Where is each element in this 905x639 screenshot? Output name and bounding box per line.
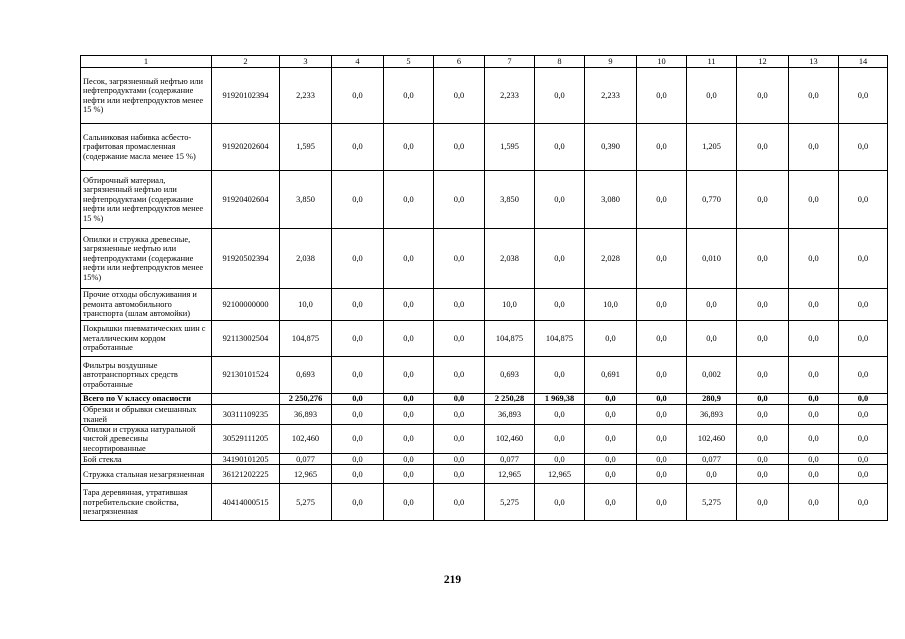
value-cell: 0,0	[332, 465, 384, 484]
value-cell: 2 250,276	[280, 394, 332, 405]
value-cell: 36,893	[280, 405, 332, 425]
value-cell: 0,0	[434, 405, 485, 425]
value-cell: 0,0	[332, 454, 384, 465]
value-cell: 0,0	[737, 484, 789, 521]
waste-code-cell: 92113002504	[212, 321, 280, 357]
waste-name-cell: Фильтры воздушные автотранспортных средств отработанные	[81, 357, 212, 394]
value-cell: 0,0	[535, 229, 585, 289]
value-cell: 102,460	[485, 425, 535, 454]
value-cell: 0,0	[789, 425, 839, 454]
value-cell: 0,0	[789, 321, 839, 357]
value-cell: 0,0	[637, 425, 687, 454]
value-cell: 0,0	[585, 465, 637, 484]
header-cell: 4	[332, 56, 384, 68]
value-cell: 0,0	[434, 394, 485, 405]
value-cell: 0,0	[384, 68, 434, 124]
value-cell: 0,0	[839, 321, 888, 357]
value-cell: 0,0	[434, 357, 485, 394]
value-cell: 1,595	[280, 124, 332, 171]
table-row	[81, 68, 888, 124]
waste-name-cell: Всего по V классу опасности	[81, 394, 212, 405]
value-cell: 0,0	[789, 394, 839, 405]
waste-name-cell: Покрышки пневматических шин с металлическим кордом отработанные	[81, 321, 212, 357]
waste-name-cell: Опилки и стружка древесные, загрязненные нефтью или нефтепродуктами (содержание нефти или нефтепродуктов менее 15%)	[81, 229, 212, 289]
waste-code-cell: 91920502394	[212, 229, 280, 289]
value-cell: 0,0	[384, 405, 434, 425]
value-cell: 0,0	[789, 171, 839, 229]
header-cell: 9	[585, 56, 637, 68]
value-cell: 0,0	[332, 484, 384, 521]
value-cell: 36,893	[687, 405, 737, 425]
value-cell: 0,0	[332, 425, 384, 454]
waste-code-cell: 30529111205	[212, 425, 280, 454]
value-cell: 0,0	[434, 289, 485, 321]
value-cell: 0,0	[789, 465, 839, 484]
value-cell: 0,770	[687, 171, 737, 229]
value-cell: 0,0	[332, 394, 384, 405]
value-cell: 0,0	[789, 229, 839, 289]
value-cell: 0,0	[839, 465, 888, 484]
value-cell: 0,0	[839, 484, 888, 521]
value-cell: 0,0	[839, 171, 888, 229]
value-cell: 5,275	[687, 484, 737, 521]
waste-code-cell: 92130101524	[212, 357, 280, 394]
value-cell: 0,0	[535, 171, 585, 229]
value-cell: 0,0	[839, 425, 888, 454]
value-cell: 0,0	[737, 425, 789, 454]
value-cell: 102,460	[687, 425, 737, 454]
value-cell: 0,010	[687, 229, 737, 289]
header-cell: 13	[789, 56, 839, 68]
table-row	[81, 321, 888, 357]
header-cell: 11	[687, 56, 737, 68]
value-cell: 280,9	[687, 394, 737, 405]
value-cell: 1,205	[687, 124, 737, 171]
value-cell: 0,0	[434, 171, 485, 229]
waste-code-cell: 91920402604	[212, 171, 280, 229]
value-cell: 0,0	[535, 484, 585, 521]
value-cell: 0,0	[839, 405, 888, 425]
waste-name-cell: Сальниковая набивка асбесто-графитовая промасленная (содержание масла менее 15 %)	[81, 124, 212, 171]
value-cell: 0,0	[434, 68, 485, 124]
table-row	[81, 229, 888, 289]
value-cell: 0,077	[485, 454, 535, 465]
value-cell: 104,875	[280, 321, 332, 357]
value-cell: 36,893	[485, 405, 535, 425]
header-cell: 5	[384, 56, 434, 68]
value-cell: 0,0	[434, 454, 485, 465]
value-cell: 0,0	[839, 454, 888, 465]
value-cell: 0,0	[332, 357, 384, 394]
value-cell: 0,0	[737, 321, 789, 357]
header-cell: 3	[280, 56, 332, 68]
value-cell: 2,233	[585, 68, 637, 124]
value-cell: 0,0	[535, 405, 585, 425]
value-cell: 0,0	[789, 484, 839, 521]
value-cell: 3,080	[585, 171, 637, 229]
value-cell: 1,595	[485, 124, 535, 171]
header-cell: 2	[212, 56, 280, 68]
waste-table	[80, 55, 888, 521]
value-cell: 0,0	[332, 289, 384, 321]
value-cell: 0,0	[637, 124, 687, 171]
value-cell: 0,0	[434, 425, 485, 454]
value-cell: 5,275	[280, 484, 332, 521]
header-cell: 10	[637, 56, 687, 68]
value-cell: 0,0	[535, 289, 585, 321]
value-cell: 102,460	[280, 425, 332, 454]
value-cell: 104,875	[485, 321, 535, 357]
waste-code-cell: 34190101205	[212, 454, 280, 465]
value-cell: 0,0	[637, 357, 687, 394]
table-row	[81, 357, 888, 394]
table-row	[81, 425, 888, 454]
value-cell: 1 969,38	[535, 394, 585, 405]
header-cell: 8	[535, 56, 585, 68]
table-header-row	[81, 56, 888, 68]
value-cell: 0,0	[384, 425, 434, 454]
value-cell: 0,0	[789, 454, 839, 465]
value-cell: 0,0	[737, 465, 789, 484]
value-cell: 0,0	[637, 465, 687, 484]
header-cell: 1	[81, 56, 212, 68]
value-cell: 0,0	[737, 171, 789, 229]
value-cell: 0,0	[839, 394, 888, 405]
value-cell: 0,0	[535, 357, 585, 394]
table-row	[81, 171, 888, 229]
waste-name-cell: Песок, загрязненный нефтью или нефтепродуктами (содержание нефти или нефтепродуктов менее 15 %)	[81, 68, 212, 124]
table-row	[81, 394, 888, 405]
value-cell: 2 250,28	[485, 394, 535, 405]
value-cell: 0,0	[789, 124, 839, 171]
value-cell: 0,691	[585, 357, 637, 394]
waste-name-cell: Опилки и стружка натуральной чистой древесины несортированные	[81, 425, 212, 454]
value-cell: 0,0	[434, 229, 485, 289]
value-cell: 2,233	[280, 68, 332, 124]
value-cell: 0,0	[737, 357, 789, 394]
value-cell: 0,0	[585, 484, 637, 521]
value-cell: 0,0	[535, 124, 585, 171]
value-cell: 0,0	[384, 484, 434, 521]
value-cell: 0,0	[434, 465, 485, 484]
waste-code-cell: 91920202604	[212, 124, 280, 171]
value-cell: 0,0	[687, 68, 737, 124]
value-cell: 0,0	[332, 171, 384, 229]
value-cell: 0,0	[384, 394, 434, 405]
value-cell: 2,028	[585, 229, 637, 289]
value-cell: 0,0	[687, 289, 737, 321]
value-cell: 0,0	[637, 484, 687, 521]
value-cell: 0,0	[637, 229, 687, 289]
value-cell: 0,0	[637, 394, 687, 405]
value-cell: 0,0	[637, 321, 687, 357]
value-cell: 0,0	[384, 124, 434, 171]
value-cell: 0,0	[434, 124, 485, 171]
value-cell: 0,0	[535, 425, 585, 454]
value-cell: 12,965	[485, 465, 535, 484]
value-cell: 0,0	[737, 124, 789, 171]
value-cell: 0,0	[585, 405, 637, 425]
value-cell: 0,0	[585, 394, 637, 405]
page-number: 219	[443, 574, 462, 586]
value-cell: 10,0	[585, 289, 637, 321]
value-cell: 0,0	[434, 321, 485, 357]
value-cell: 0,077	[687, 454, 737, 465]
value-cell: 0,0	[384, 289, 434, 321]
header-cell: 7	[485, 56, 535, 68]
value-cell: 0,0	[687, 465, 737, 484]
value-cell: 0,0	[789, 68, 839, 124]
value-cell: 0,0	[384, 171, 434, 229]
table-row	[81, 124, 888, 171]
value-cell: 10,0	[280, 289, 332, 321]
value-cell: 0,0	[637, 454, 687, 465]
waste-name-cell: Тара деревянная, утратившая потребительские свойства, незагрязненная	[81, 484, 212, 521]
value-cell: 0,0	[789, 405, 839, 425]
waste-name-cell: Бой стекла	[81, 454, 212, 465]
value-cell: 12,965	[535, 465, 585, 484]
value-cell: 0,0	[737, 289, 789, 321]
value-cell: 0,0	[839, 124, 888, 171]
waste-name-cell: Обрезки и обрывки смешанных тканей	[81, 405, 212, 425]
value-cell: 0,0	[585, 454, 637, 465]
value-cell: 0,002	[687, 357, 737, 394]
value-cell: 2,233	[485, 68, 535, 124]
value-cell: 2,038	[485, 229, 535, 289]
value-cell: 0,077	[280, 454, 332, 465]
value-cell: 0,0	[535, 68, 585, 124]
value-cell: 0,693	[485, 357, 535, 394]
value-cell: 0,0	[332, 124, 384, 171]
value-cell: 0,0	[585, 321, 637, 357]
header-cell: 14	[839, 56, 888, 68]
value-cell: 104,875	[535, 321, 585, 357]
value-cell: 0,0	[384, 465, 434, 484]
value-cell: 3,850	[485, 171, 535, 229]
value-cell: 0,0	[839, 68, 888, 124]
value-cell: 0,0	[637, 171, 687, 229]
waste-code-cell: 40414000515	[212, 484, 280, 521]
waste-name-cell: Стружка стальная незагрязненная	[81, 465, 212, 484]
waste-code-cell: 36121202225	[212, 465, 280, 484]
value-cell: 0,0	[434, 484, 485, 521]
table-row	[81, 405, 888, 425]
waste-name-cell: Прочие отходы обслуживания и ремонта автомобильного транспорта (шлам автомойки)	[81, 289, 212, 321]
table-row	[81, 454, 888, 465]
value-cell: 0,0	[737, 394, 789, 405]
value-cell: 2,038	[280, 229, 332, 289]
waste-code-cell: 30311109235	[212, 405, 280, 425]
value-cell: 0,0	[637, 405, 687, 425]
value-cell: 0,693	[280, 357, 332, 394]
value-cell: 0,0	[737, 405, 789, 425]
value-cell: 0,0	[839, 229, 888, 289]
value-cell: 0,0	[687, 321, 737, 357]
header-cell: 12	[737, 56, 789, 68]
value-cell: 0,0	[384, 454, 434, 465]
value-cell: 0,0	[585, 425, 637, 454]
value-cell: 12,965	[280, 465, 332, 484]
value-cell: 0,0	[737, 68, 789, 124]
value-cell: 0,0	[384, 321, 434, 357]
value-cell: 0,0	[637, 68, 687, 124]
value-cell: 0,0	[332, 68, 384, 124]
value-cell: 0,0	[839, 289, 888, 321]
value-cell: 0,0	[384, 229, 434, 289]
table-row	[81, 289, 888, 321]
waste-code-cell	[212, 394, 280, 405]
waste-code-cell: 91920102394	[212, 68, 280, 124]
value-cell: 0,0	[839, 357, 888, 394]
value-cell: 0,0	[737, 454, 789, 465]
value-cell: 10,0	[485, 289, 535, 321]
value-cell: 0,0	[535, 454, 585, 465]
value-cell: 0,390	[585, 124, 637, 171]
value-cell: 0,0	[737, 229, 789, 289]
value-cell: 0,0	[637, 289, 687, 321]
value-cell: 0,0	[332, 229, 384, 289]
value-cell: 0,0	[332, 321, 384, 357]
waste-name-cell: Обтирочный материал, загрязненный нефтью или нефтепродуктами (содержание нефти или нефтепродуктов менее 15 %)	[81, 171, 212, 229]
value-cell: 0,0	[384, 357, 434, 394]
value-cell: 0,0	[789, 289, 839, 321]
table-row	[81, 484, 888, 521]
table-row	[81, 465, 888, 484]
value-cell: 3,850	[280, 171, 332, 229]
value-cell: 5,275	[485, 484, 535, 521]
waste-code-cell: 92100000000	[212, 289, 280, 321]
value-cell: 0,0	[332, 405, 384, 425]
value-cell: 0,0	[789, 357, 839, 394]
header-cell: 6	[434, 56, 485, 68]
